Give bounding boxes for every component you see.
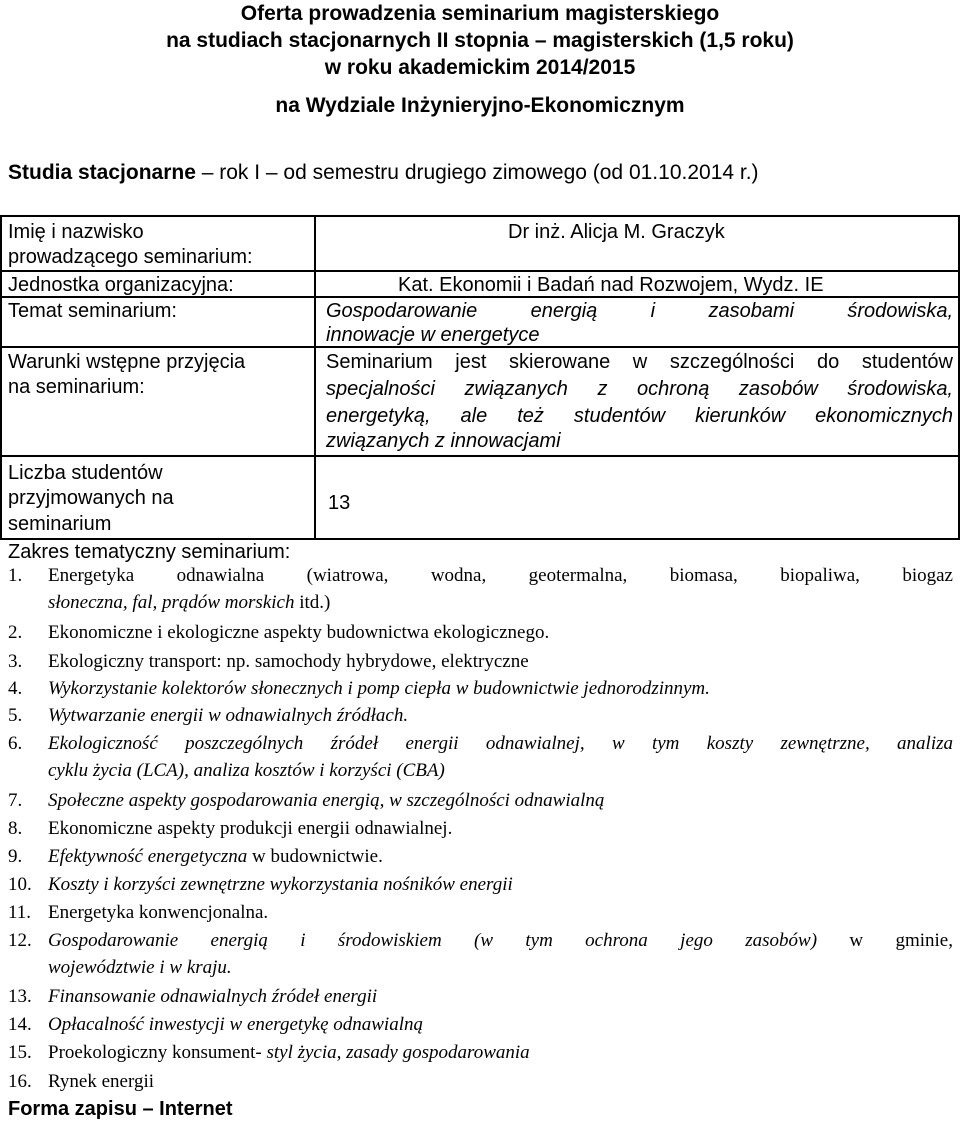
item-text-regular: itd.) [294, 592, 331, 613]
scope-item [8, 930, 953, 979]
item-text: Rynek energii [48, 1071, 155, 1092]
item-number: 15. [8, 1042, 32, 1063]
header-line-1: Oferta prowadzenia seminarium magisterskiego [240, 2, 720, 25]
scope-item [8, 902, 953, 924]
count-label-3: seminarium [8, 513, 112, 535]
item-text [48, 874, 513, 896]
item-text [48, 1014, 423, 1036]
scope-item [8, 818, 953, 840]
item-text: Ekologiczny transport: np. samochody hybrydowe, elektryczne [48, 651, 529, 672]
name-label-1: Imię i nazwisko [8, 221, 144, 243]
item-number: 16. [8, 1071, 32, 1092]
name-label-2: prowadzącego seminarium: [8, 246, 253, 268]
scope-item [8, 705, 953, 727]
scope-item [8, 565, 953, 614]
item-text [48, 790, 604, 812]
scope-item [8, 846, 953, 868]
conditions-value-line-4: związanych z innowacjami [326, 430, 561, 452]
item-number: 2. [8, 622, 23, 643]
item-text-cont [48, 760, 445, 782]
item-text [48, 678, 710, 700]
unit-value: Kat. Ekonomii i Badań nad Rozwojem, Wydz. IE [398, 274, 824, 296]
item-text-italic: Finansowanie odnawialnych źródeł energii [48, 986, 378, 1007]
supervisor-name: Dr inż. Alicja M. Graczyk [508, 221, 725, 243]
item-number: 12. [8, 930, 32, 951]
item-number: 3. [8, 651, 23, 672]
item-text-regular: w gminie, [817, 930, 953, 951]
registration-form: Forma zapisu – Internet [8, 1098, 233, 1120]
studies-line [8, 160, 759, 186]
item-text-italic: Opłacalność inwestycji w energetykę odnawialną [48, 1014, 423, 1035]
conditions-value-line-1: Seminarium jest skierowane w szczególności do studentów [326, 351, 953, 373]
item-number: 8. [8, 818, 23, 839]
conditions-label-2: na seminarium: [8, 376, 145, 398]
item-text-italic: województwie i w kraju. [48, 957, 232, 978]
table-column-divider [314, 215, 316, 540]
studies-detail: – rok I – od semestru drugiego zimowego (od 01.10.2014 r.) [195, 161, 759, 184]
table-row-divider-4 [0, 455, 960, 457]
header-line-2: na studiach stacjonarnych II stopnia – magisterskich (1,5 roku) [166, 29, 794, 52]
item-text-regular: Proekologiczny konsument- [48, 1042, 267, 1063]
item-number: 11. [8, 902, 32, 923]
unit-label: Jednostka organizacyjna: [8, 274, 234, 296]
item-text-italic: Efektywność energetyczna [48, 846, 248, 867]
item-number: 9. [8, 846, 23, 867]
item-text [48, 1042, 530, 1064]
item-text-italic: styl życia, zasady gospodarowania [266, 1042, 530, 1063]
item-number: 7. [8, 790, 23, 811]
table-border-left [0, 215, 2, 540]
item-text-italic: Ekologiczność poszczególnych źródeł energii odnawialnej, w tym koszty zewnętrzne, analiza [48, 733, 953, 754]
scope-item [8, 986, 953, 1008]
item-text-cont [48, 592, 330, 614]
item-text [48, 705, 408, 727]
header-line-4: na Wydziale Inżynieryjno-Ekonomicznym [275, 94, 685, 117]
item-number: 4. [8, 678, 23, 699]
item-text-italic: Wytwarzanie energii w odnawialnych źródłach. [48, 705, 409, 726]
conditions-value-line-3: energetyką, ale też studentów kierunków ekonomicznych [326, 405, 953, 427]
item-number: 13. [8, 986, 32, 1007]
item-text-italic: cyklu życia (LCA), analiza kosztów i korzyści (CBA) [48, 760, 445, 781]
count-label-1: Liczba studentów [8, 462, 163, 484]
count-value: 13 [328, 492, 351, 514]
item-text: Energetyka konwencjonalna. [48, 902, 269, 923]
scope-item [8, 874, 953, 896]
scope-item [8, 678, 953, 700]
topic-value-line-1: Gospodarowanie energią i zasobami środowiska, [326, 300, 953, 322]
item-text-italic: Koszty i korzyści zewnętrzne wykorzystania nośników energii [48, 874, 513, 895]
item-number: 6. [8, 733, 23, 754]
topic-value-line-2: innowacje w energetyce [326, 324, 540, 346]
item-text-italic: słoneczna, fal, prądów morskich [48, 592, 295, 613]
table-border-top [0, 215, 960, 217]
item-text-regular: w budownictwie. [247, 846, 383, 867]
scope-item [8, 1071, 953, 1093]
scope-title: Zakres tematyczny seminarium: [8, 541, 291, 563]
item-text [48, 930, 953, 952]
table-row-divider-1 [0, 270, 960, 272]
item-text-italic: Wykorzystanie kolektorów słonecznych i pomp ciepła w budownictwie jednorodzinnym. [48, 678, 710, 699]
item-text: Energetyka odnawialna (wiatrowa, wodna, geotermalna, biomasa, biopaliwa, biogaz [48, 565, 953, 586]
scope-item [8, 733, 953, 782]
item-number: 10. [8, 874, 32, 895]
count-label-2: przyjmowanych na [8, 487, 174, 509]
item-number: 5. [8, 705, 23, 726]
scope-item [8, 1042, 953, 1064]
scope-item [8, 790, 953, 812]
scope-item [8, 622, 953, 644]
scope-item [8, 651, 953, 673]
scope-item [8, 1014, 953, 1036]
conditions-value-line-2: specjalności związanych z ochroną zasobów środowiska, [326, 378, 953, 400]
topic-label: Temat seminarium: [8, 300, 177, 322]
conditions-label-1: Warunki wstępne przyjęcia [8, 351, 246, 373]
item-text: Ekonomiczne i ekologiczne aspekty budownictwa ekologicznego. [48, 622, 550, 643]
item-number: 14. [8, 1014, 32, 1035]
item-text: Ekonomiczne aspekty produkcji energii odnawialnej. [48, 818, 453, 839]
studies-type: Studia stacjonarne [8, 161, 196, 184]
item-text-cont [48, 957, 232, 979]
item-text-italic: Gospodarowanie energią i środowiskiem (w tym ochrona jego zasobów) [48, 930, 818, 951]
header-line-3: w roku akademickim 2014/2015 [324, 56, 636, 79]
item-text [48, 846, 383, 868]
item-number: 1. [8, 565, 23, 586]
item-text-italic: Społeczne aspekty gospodarowania energią, w szczególności odnawialną [48, 790, 605, 811]
item-text [48, 986, 377, 1008]
